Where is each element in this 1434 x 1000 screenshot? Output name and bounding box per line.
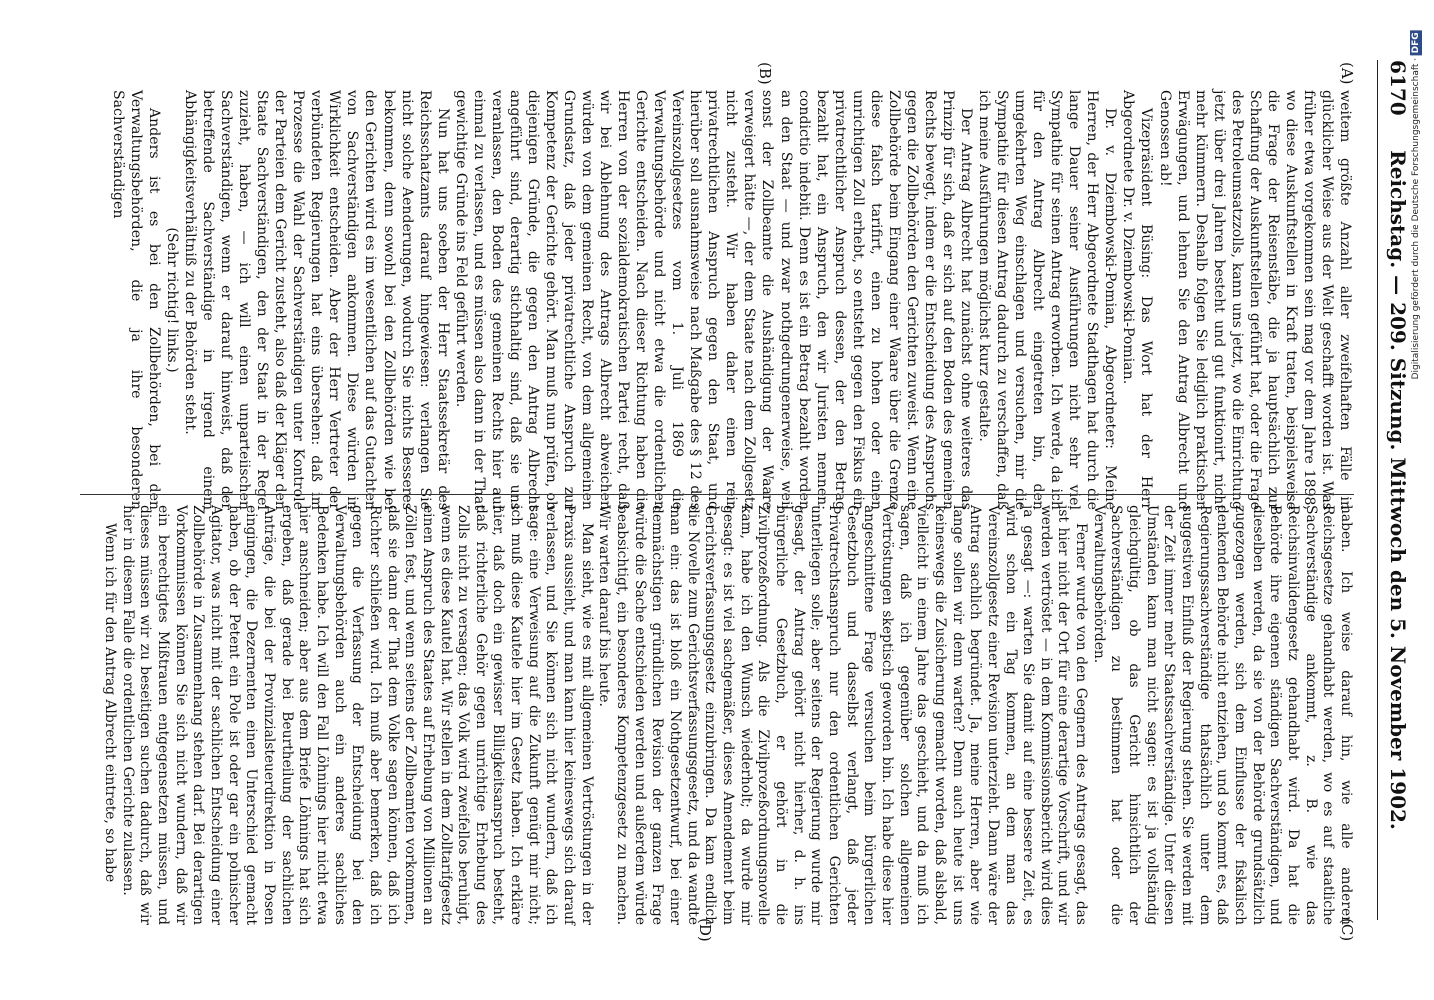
paragraph: Anders ist es bei den Zollbehörden, bei den Verwaltungsbehörden, die ja ihre besonderen Sachverständigen: [109, 90, 162, 510]
paragraph: Man sieht, wie es mit allgemeinen Vertröstungen in der Praxis aussieht, und man kann hier keineswegs sich darauf verlassen, und Sie können sich nicht wundern, daß ich sage: eine Verweisung auf die Zukunft genügt mir nicht; ich muß diese Kautele hier im Gesetz haben. Ich erkläre hier, daß doch ein gewisser Billigkeitsanspruch besteht, daß richterliche Gehör gegen unrichtige Erhebung des Zolls nicht zu versagen; das Volk wird zweifellos beruhigt, wenn es diese Kautel hat. Wir stellen in dem Zolltarifgesetz einen Anspruch des Staates auf Erhebung von Millionen an Zöllen fest, und wenn seitens der Zollbeamten vorkommen, daß sie dann der That dem Volke sagen können, daß ich Richter schließen wird. Ich muß aber bemerken, daß ich gegen die Verfassung der Entscheidung bei den Verwaltungsbehörden auch ein anderes sachliches Bedenken habe. Ich will den Fall Löhnings hier nicht etwa hier anschneiden; aber aus dem Briefe Löhnings hat sich ergeben, daß gerade bei Beurtheilung der sachlichen Anträge, die bei der Provinzialsteuerdirektion in Posen eingingen, die Dezernenten einen Unterschied gemacht haben, ob der Petent ein Pole ist oder gar ein polnischer Agitator, was nicht mit der sachlichen Entscheidung einer Zollbehörde in Zusammenhang stehen darf. Bei derartigen Vorkommnissen können Sie sich nicht wundern, daß wir ein berechtigtes Mißtrauen entgegensetzen müssen, und dieses müssen wir zu beseitigen suchen dadurch, daß wir hier in diesem Falle die ordentlichen Gerichte zulassen.: [119, 505, 595, 925]
paragraph: haben. Ich weise darauf hin, wie alle anderen Reichsgesetze gehandhabt werden, wo es auf staatliche Sachverständige ankommt, z. B. wie das Reichsinvalidengesetz gehandhabt wird. Da hat die Behörde ihre eigenen ständigen Sachverständigen, und dieselben werden, da sie von der Behörde grundsätzlich zugezogen werden, sich dem Einflusse der fiskalisch denkenden Behörde nicht entziehen, und so kommt es, daß Regierungssachverständige thatsächlich unter dem suggestiven Einfluß der Regierung stehen. Sie werden mit der Zeit immer mehr Staatssachverständige. Unter diesen Umständen kann man nicht sagen: es ist ja vollständig gleichgültig, ob das Gericht hinsichtlich der Sachverständigen zu bestimmen hat oder die Verwaltungsbehörden.: [1090, 505, 1354, 925]
dfg-logo: DFG: [1411, 32, 1421, 54]
paragraph: Nun hat uns soeben der Herr Staatssekretär des Reichsschatzamts darauf hingewiesen: verlangen Sie nicht solche Aenderungen, wodurch Sie nichts Besseres bekommen, denn sowohl bei den Zollbehörden wie bei den Gerichten wird es im wesentlichen auf das Gutachten von Sachverständigen ankommen. Diese würden in Wirklichkeit entscheiden. Aber der Herr Vertreter der verbündeten Regierungen hat eins übersehen: daß im Prozesse die Wahl der Sachverständigen unter Kontrole der Parteien dem Gericht zusteht, also daß der Kläger den Staate Sachverständigen, den der Staat in der Regel zuzieht, haben, — ich will einen unparteiischen Sachverständigen, wenn er darauf hinweist, daß der betreffende Sachverständige in irgend einem Abhängigkeitsverhältniß zu der Behörden steht.: [182, 90, 451, 510]
paragraph: weitem größte Anzahl aller zweifelhaften Fälle in glücklicher Weise aus der Welt geschafft worden ist. Was früher etwa vorgekommen sein mag vor dem Jahre 1898, wo diese Auskunftstellen in Kraft traten, beispielsweise die Frage der Reisenstäbe, die ja hauptsächlich zur Schaffung der Auskunftstellen geführt hat, oder die Frage des Petroleumsatzzolls, kann uns jetzt, wo die Einrichtung jetzt über drei Jahren besteht und gut funktionirt, nicht mehr kümmern. Deshalb folgen Sie lediglich praktischen Erwägungen, und lehnen Sie den Antrag Albrecht und Genossen ab!: [1156, 90, 1353, 510]
right-column: [70, 505, 1354, 925]
margin-marker-b: (B): [756, 62, 774, 85]
digitization-credit: [1410, 30, 1422, 379]
margin-marker-d: (D): [696, 918, 714, 942]
paragraph: Wenn ich für den Antrag Albrecht eintrete, so habe: [102, 523, 119, 883]
paragraph: Vizepräsident Büsing: Das Wort hat der Herr Abgeordnete Dr. v. Dziembowski-Pomian.: [1120, 90, 1155, 510]
interjection: (Sehr richtig! links.): [163, 227, 180, 373]
column-divider: [80, 494, 1354, 495]
paragraph: Ferner wurde von den Gegnern des Antrags gesagt, das ist hier nicht der Ort für eine derartige Vorschrift, und wir werden vertröstet — in dem Kommissionsbericht wird dies ja gesagt —: warten Sie damit auf eine bessere Zeit, es wird schon ein Tag kommen, an dem man das Vereinszollgesetz einer Revision unterzieht. Dann wäre der Antrag sachlich begründet. Ja, meine Herren, aber wie lange sollen wir denn warten? Denn auch heute ist uns keineswegs die Zusicherung gemacht worden, daß alsbald, vielleicht in einem Jahre das geschieht, und da muß ich sagen, daß ich gegenüber solchen allgemeinen Vertröstungen skeptisch geworden bin. Ich habe diese hier angeschnittene Frage versuchen beim bürgerlichen Gesetzbuch und dasselbst verlangt, daß jeder Privatrechtsanspruch nur den ordentlichen Gerichten unterliegen solle; aber seitens der Regierung wurde mir gesagt, der Antrag gehört nicht hierher, d. h. ins bürgerliche Gesetzbuch, er gehört in die Zivilprozeßordnung. Als die Zivilprozeßordnungsnovelle kam, habe ich den Wunsch wiederholt; da wurde mir gesagt: es ist viel sachgemäßer, dieses Amendement beim Gerichtsverfassungsgesetz einzubringen. Da kam endlich die Novelle zum Gerichtsverfassungsgesetz, und da wandte man ein: das ist bloß ein Nothgesetzentwurf, bei einer demnächstigen gründlichen Revision der ganzen Frage würde die Sache entschieden werden und außerdem würde beabsichtigt, ein besonderes Kompetenzgesetz zu machen. Wir warten darauf bis heute.: [596, 505, 1090, 925]
left-column: [70, 90, 1354, 510]
margin-marker-a: (A): [1338, 62, 1356, 85]
paragraph: Dr. v. Dziembowski-Pomian, Abgeordneter: Meine Herren, der Herr Abgeordnete Stadthagen hat durch die lange Dauer seiner Ausführungen nicht sehr viel Sympathie für seinen Antrag erworben. Ich werde, da ich für den Antrag Albrecht eingetreten bin, den umgekehrten Weg einschlagen und versuchen, mir die Sympathie für diesen Antrag dadurch zu verschaffen, daß ich meine Ausführungen möglichst kurz gestalte.: [976, 90, 1119, 510]
page-number: 6170: [1386, 60, 1410, 116]
margin-marker-c: (C): [1338, 918, 1356, 942]
credit-text: Digitalisierung gefördert durch die Deutsche Forschungsgemeinschaft ·: [1411, 57, 1421, 380]
running-title: Reichstag. — 209. Sitzung. Mittwoch den 5. November 1902.: [1386, 150, 1410, 830]
paragraph: Der Antrag Albrecht hat zunächst ohne weiteres das Prinzip für sich, daß er sich auf den Boden des gemeinen Rechts bewegt, indem er die Entscheidung des Anspruchs gegen die Zollbehörden den Gerichten zuweist. Wenn eine Zollbehörde beim Eingang einer Waare über die Grenze diese falsch tarifirt, einen zu hohen oder einen unrichtigen Zoll erhebt, so entsteht gegen den Fiskus ein privatrechtlicher Anspruch dessen, der den Betrag bezahlt hat, ein Anspruch, den wir Juristen nennen: condictio indebiti. Denn es ist ein Betrag bezahlt worden an den Staat — und zwar nothgedrungenerweise, weil sonst der Zollbeamte die Aushändigung der Waare verweigert hätte —, der dem Staate nach dem Zollgesetz nicht zusteht. Wir haben daher einen rein privatrechtlichen Anspruch gegen den Staat, und hierüber soll ausnahmsweise nach Maßgabe des § 12 des Vereinszollgesetzes vom 1. Juli 1869 die Verwaltungsbehörde und nicht etwa die ordentlichen Gerichte entscheiden. Nach dieser Richtung haben die Herren von der sozialdemokratischen Partei recht, daß wir bei Ablehnung des Antrags Albrecht abweichen würden von dem gemeinen Recht, von dem allgemeinen Grundsatz, daß jeder privatrechtliche Anspruch zur Kompetenz der Gerichte gehört. Man muß nun prüfen, ob diejenigen Gründe, die gegen den Antrag Albrecht angeführt sind, derartig stichhaltig sind, daß sie uns veranlassen, den Boden des gemeinen Rechts hier auf einmal zu verlassen, und es müssen also dann in der That gewichtige Gründe ins Feld geführt werden.: [452, 90, 975, 510]
